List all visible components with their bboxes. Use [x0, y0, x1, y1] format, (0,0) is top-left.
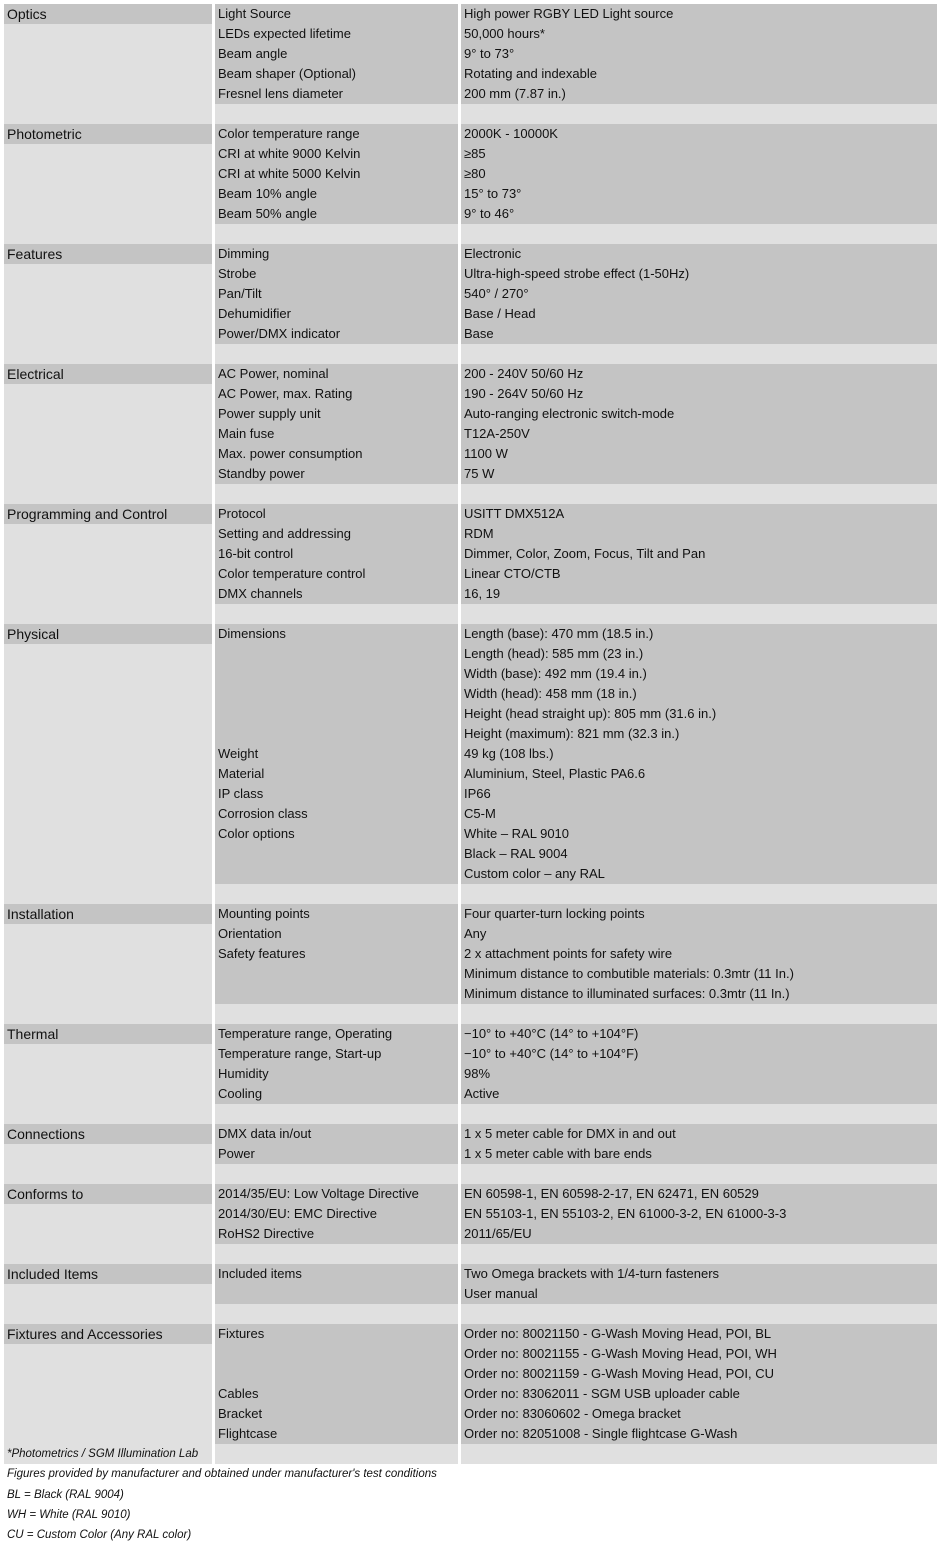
spec-label: Fixtures: [218, 1326, 265, 1341]
spec-value: Base / Head: [464, 306, 536, 321]
spec-label: Orientation: [218, 926, 282, 941]
spec-value-column: [461, 1324, 937, 1464]
section-installation: [4, 904, 937, 1024]
spec-value: White – RAL 9010: [464, 826, 570, 841]
section-heading-cell: [4, 1264, 212, 1324]
spec-label: Light Source: [218, 6, 291, 21]
footnote: CU = Custom Color (Any RAL color): [7, 1529, 192, 1542]
spec-label: Bracket: [218, 1406, 263, 1421]
section-title: Features: [4, 244, 212, 264]
spec-label: Humidity: [218, 1066, 269, 1081]
section-heading-cell: [4, 1324, 212, 1464]
spec-value: EN 55103-1, EN 55103-2, EN 61000-3-2, EN 61000-3-3: [464, 1206, 787, 1221]
spec-label: IP class: [218, 786, 264, 801]
spec-value: −10° to +40°C (14° to +104°F): [464, 1026, 639, 1041]
spec-value: User manual: [464, 1286, 538, 1301]
section-title: Photometric: [4, 124, 212, 144]
spec-value: Active: [464, 1086, 500, 1101]
spec-value: 540° / 270°: [464, 286, 529, 301]
spec-label: AC Power, max. Rating: [218, 386, 353, 401]
spec-value: RDM: [464, 526, 494, 541]
spec-label: Max. power consumption: [218, 446, 363, 461]
spec-value: Custom color – any RAL: [464, 866, 605, 881]
spec-value: 2011/65/EU: [464, 1226, 532, 1241]
spec-value: Length (base): 470 mm (18.5 in.): [464, 626, 654, 641]
spec-value-column: [461, 124, 937, 244]
spec-value: Order no: 82051008 - Single flightcase G-Wash: [464, 1426, 738, 1441]
spec-value-column: [461, 1124, 937, 1184]
spec-value: Any: [464, 926, 487, 941]
spec-label-column: [215, 1184, 458, 1264]
spec-label: Flightcase: [218, 1426, 278, 1441]
section-programming-and-control: [4, 504, 937, 624]
spec-value: Black – RAL 9004: [464, 846, 568, 861]
spec-label: Beam angle: [218, 46, 288, 61]
spec-value: 2 x attachment points for safety wire: [464, 946, 673, 961]
spec-value-column: [461, 1184, 937, 1264]
spec-label-column: [215, 904, 458, 1024]
section-connections: [4, 1124, 937, 1184]
section-title: Included Items: [4, 1264, 212, 1284]
spec-value: High power RGBY LED Light source: [464, 6, 674, 21]
spec-label: LEDs expected lifetime: [218, 26, 351, 41]
spec-label: [215, 1364, 458, 1384]
spec-label-column: [215, 4, 458, 124]
section-title: Conforms to: [4, 1184, 212, 1204]
section-heading-cell: [4, 1184, 212, 1264]
spec-label: DMX data in/out: [218, 1126, 312, 1141]
footnote: *Photometrics / SGM Illumination Lab: [7, 1448, 199, 1460]
spec-value: Width (head): 458 mm (18 in.): [464, 686, 637, 701]
spec-value: Ultra-high-speed strobe effect (1-50Hz): [464, 266, 690, 281]
section-title: Installation: [4, 904, 212, 924]
section-fixtures-and-accessories: [4, 1324, 937, 1464]
spec-value: −10° to +40°C (14° to +104°F): [464, 1046, 639, 1061]
section-heading-cell: [4, 4, 212, 124]
spec-label-column: [215, 1124, 458, 1184]
section-title: Programming and Control: [4, 504, 212, 524]
section-heading-cell: [4, 364, 212, 504]
footnotes: [7, 1444, 927, 1545]
section-title: Thermal: [4, 1024, 212, 1044]
spec-value: ≥85: [464, 146, 486, 161]
spec-label: Mounting points: [218, 906, 310, 921]
spec-label: DMX channels: [218, 586, 303, 601]
spec-label: Included items: [218, 1266, 302, 1281]
section-heading-cell: [4, 904, 212, 1024]
spec-value: Rotating and indexable: [464, 66, 597, 81]
spec-label: [215, 1284, 458, 1304]
spec-label: Protocol: [218, 506, 266, 521]
spec-label: 2014/35/EU: Low Voltage Directive: [218, 1186, 419, 1201]
spec-value: Electronic: [464, 246, 522, 261]
spec-value: Order no: 80021155 - G-Wash Moving Head, POI, WH: [464, 1346, 777, 1361]
spec-label: CRI at white 9000 Kelvin: [218, 146, 361, 161]
spec-value: Height (head straight up): 805 mm (31.6 in.): [464, 706, 717, 721]
spec-value: Order no: 80021150 - G-Wash Moving Head, POI, BL: [464, 1326, 772, 1341]
spec-label: Temperature range, Start-up: [218, 1046, 382, 1061]
spec-label: Color temperature range: [218, 126, 360, 141]
spec-value-column: [461, 904, 937, 1024]
spec-label: Power supply unit: [218, 406, 321, 421]
spec-value: ≥80: [464, 166, 486, 181]
spec-label-column: [215, 124, 458, 244]
spec-value: Length (head): 585 mm (23 in.): [464, 646, 644, 661]
spec-value: Width (base): 492 mm (19.4 in.): [464, 666, 647, 681]
spec-value: Two Omega brackets with 1/4-turn fasteners: [464, 1266, 720, 1281]
spec-label: Weight: [218, 746, 259, 761]
spec-label: RoHS2 Directive: [218, 1226, 315, 1241]
spec-value: EN 60598-1, EN 60598-2-17, EN 62471, EN 60529: [464, 1186, 759, 1201]
section-title: Optics: [4, 4, 212, 24]
spec-value: T12A-250V: [464, 426, 530, 441]
spec-label: Safety features: [218, 946, 306, 961]
footnote: WH = White (RAL 9010): [7, 1508, 131, 1521]
spec-label: Beam 50% angle: [218, 206, 318, 221]
spec-label: Beam shaper (Optional): [218, 66, 357, 81]
section-physical: [4, 624, 937, 904]
spec-value: 75 W: [464, 466, 495, 481]
spec-value: Minimum distance to illuminated surfaces: 0.3mtr (11 In.): [464, 986, 790, 1001]
spec-value: 9° to 46°: [464, 206, 515, 221]
spec-label: Strobe: [218, 266, 257, 281]
spec-label: [215, 844, 458, 864]
spec-value: 200 mm (7.87 in.): [464, 86, 566, 101]
spec-value: 9° to 73°: [464, 46, 515, 61]
spec-label: [215, 724, 458, 744]
spec-value: 1 x 5 meter cable with bare ends: [464, 1146, 652, 1161]
spec-label: Power: [218, 1146, 255, 1161]
spec-label: Cooling: [218, 1086, 263, 1101]
spec-value: Order no: 83060602 - Omega bracket: [464, 1406, 681, 1421]
spec-label: [215, 1344, 458, 1364]
spec-label: Dehumidifier: [218, 306, 291, 321]
spec-label: [215, 704, 458, 724]
spec-label: Cables: [218, 1386, 259, 1401]
spec-value-column: [461, 364, 937, 504]
spec-label: Main fuse: [218, 426, 275, 441]
spec-label: Setting and addressing: [218, 526, 351, 541]
spec-label: Temperature range, Operating: [218, 1026, 393, 1041]
spec-label: [215, 644, 458, 664]
spec-value: 98%: [464, 1066, 491, 1081]
spec-value: Dimmer, Color, Zoom, Focus, Tilt and Pan: [464, 546, 706, 561]
spec-value: USITT DMX512A: [464, 506, 565, 521]
spec-label: Color temperature control: [218, 566, 366, 581]
spec-label: Pan/Tilt: [218, 286, 262, 301]
section-heading-cell: [4, 504, 212, 624]
spec-label: Beam 10% angle: [218, 186, 318, 201]
spec-label: Dimensions: [218, 626, 286, 641]
spec-value-column: [461, 1264, 937, 1324]
section-title: Physical: [4, 624, 212, 644]
spec-value: Auto-ranging electronic switch-mode: [464, 406, 675, 421]
section-conforms-to: [4, 1184, 937, 1264]
spec-value: IP66: [464, 786, 491, 801]
spec-value-column: [461, 4, 937, 124]
spec-value: 1100 W: [464, 446, 508, 461]
spec-label: [215, 664, 458, 684]
spec-table: [4, 4, 937, 1464]
spec-label: CRI at white 5000 Kelvin: [218, 166, 361, 181]
spec-value: 16, 19: [464, 586, 501, 601]
section-heading-cell: [4, 1124, 212, 1184]
spec-value: 50,000 hours*: [464, 26, 545, 41]
spec-value: Height (maximum): 821 mm (32.3 in.): [464, 726, 680, 741]
spec-value: 200 - 240V 50/60 Hz: [464, 366, 584, 381]
section-title: Connections: [4, 1124, 212, 1144]
spec-label-column: [215, 1324, 458, 1464]
section-features: [4, 244, 937, 364]
spec-label: Material: [218, 766, 265, 781]
spec-label: [215, 684, 458, 704]
spec-label: [215, 864, 458, 884]
spec-value: 190 - 264V 50/60 Hz: [464, 386, 584, 401]
spec-label: Corrosion class: [218, 806, 308, 821]
spec-label: Power/DMX indicator: [218, 326, 341, 341]
section-photometric: [4, 124, 937, 244]
section-title: Fixtures and Accessories: [4, 1324, 212, 1344]
spec-value: Base: [464, 326, 494, 341]
spec-value: 1 x 5 meter cable for DMX in and out: [464, 1126, 676, 1141]
spec-label: [215, 964, 458, 984]
spec-label-column: [215, 1264, 458, 1324]
section-electrical: [4, 364, 937, 504]
spec-value: 2000K - 10000K: [464, 126, 558, 141]
section-optics: [4, 4, 937, 124]
spec-value: C5-M: [464, 806, 496, 821]
spec-label: Dimming: [218, 246, 270, 261]
section-included-items: [4, 1264, 937, 1324]
spec-value: Order no: 83062011 - SGM USB uploader cable: [464, 1386, 740, 1401]
section-heading-cell: [4, 624, 212, 904]
spec-label-column: [215, 364, 458, 504]
footnote: Figures provided by manufacturer and obtained under manufacturer's test conditions: [7, 1468, 437, 1481]
section-heading-cell: [4, 244, 212, 364]
spec-value-column: [461, 244, 937, 364]
spec-label-column: [215, 244, 458, 364]
spec-label: 2014/30/EU: EMC Directive: [218, 1206, 377, 1221]
spec-value: Order no: 80021159 - G-Wash Moving Head, POI, CU: [464, 1366, 774, 1381]
spec-value: Four quarter-turn locking points: [464, 906, 645, 921]
spec-value-column: [461, 624, 937, 904]
footnote: BL = Black (RAL 9004): [7, 1488, 124, 1501]
spec-value-column: [461, 1024, 937, 1124]
spec-value: 15° to 73°: [464, 186, 522, 201]
spec-label: Standby power: [218, 466, 305, 481]
spec-label: AC Power, nominal: [218, 366, 329, 381]
spec-label-column: [215, 624, 458, 904]
section-heading-cell: [4, 124, 212, 244]
spec-label: Color options: [218, 826, 295, 841]
section-thermal: [4, 1024, 937, 1124]
spec-value: Linear CTO/CTB: [464, 566, 561, 581]
spec-label: Fresnel lens diameter: [218, 86, 343, 101]
spec-label-column: [215, 1024, 458, 1124]
spec-value: 49 kg (108 lbs.): [464, 746, 554, 761]
spec-value: Minimum distance to combutible materials: 0.3mtr (11 In.): [464, 966, 794, 981]
spec-value-column: [461, 504, 937, 624]
spec-label-column: [215, 504, 458, 624]
spec-label: [215, 984, 458, 1004]
spec-label: 16-bit control: [218, 546, 294, 561]
section-title: Electrical: [4, 364, 212, 384]
spec-value: Aluminium, Steel, Plastic PA6.6: [464, 766, 646, 781]
section-heading-cell: [4, 1024, 212, 1124]
